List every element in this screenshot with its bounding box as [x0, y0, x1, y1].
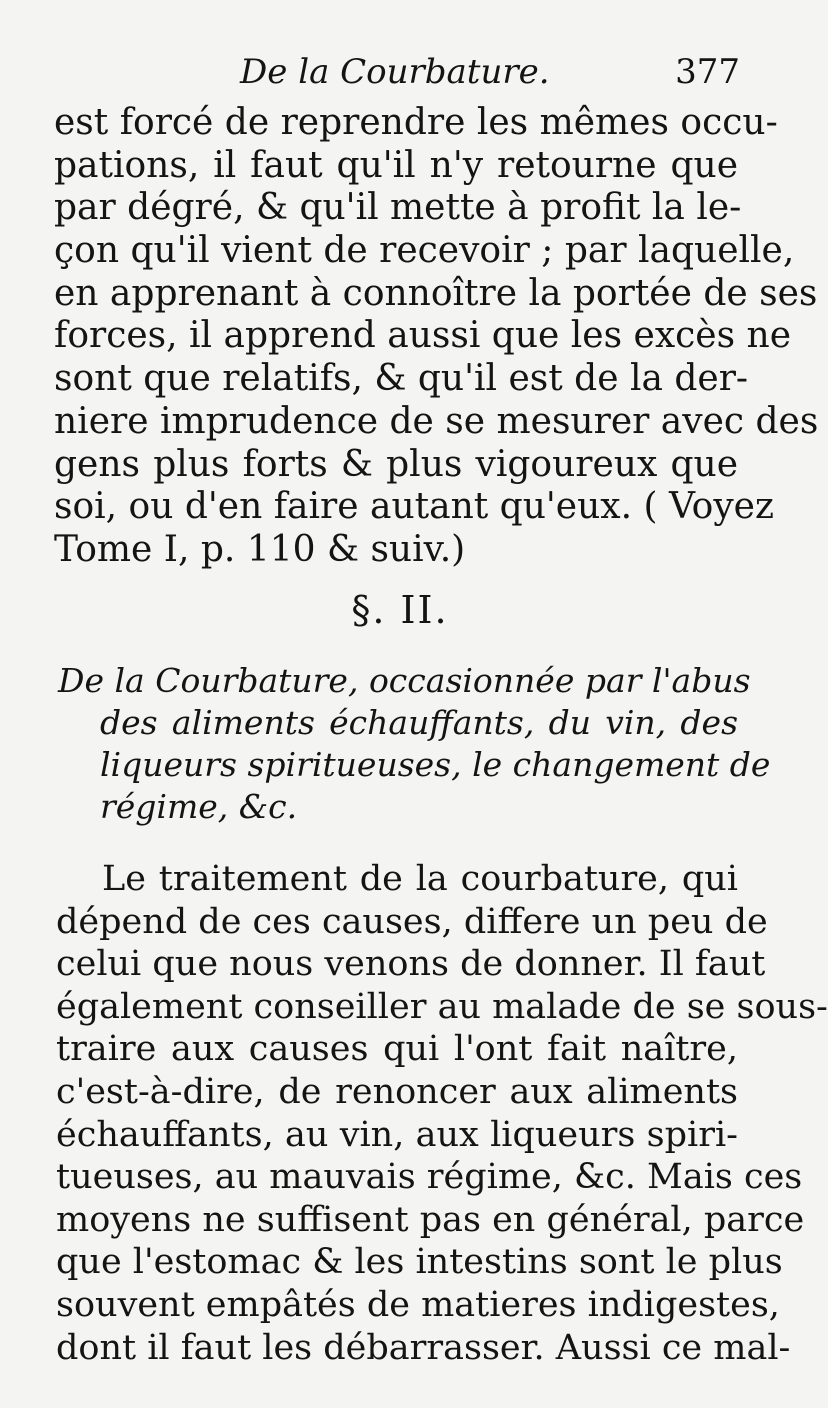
text-line: c'est-à-dire, de renoncer aux aliments [56, 1071, 738, 1112]
text-line: sont que relatifs, & qu'il est de la der- [54, 358, 749, 400]
text-line: soi, ou d'en faire autant qu'eux. ( Voyez [54, 486, 774, 528]
text-line: est forcé de reprendre les mêmes occu- [54, 102, 778, 143]
text-line: celui que nous venons de donner. Il faut [56, 944, 766, 985]
text-line: en apprenant à connoître la portée de ses [54, 272, 818, 314]
heading-line: liqueurs spiritueuses, le changement de [100, 745, 771, 784]
heading-line: des aliments échauffants, du vin, des [100, 703, 738, 742]
text-line: çon qu'il vient de recevoir ; par laquelle, [54, 230, 795, 272]
text-line: également conseiller au malade de se sous- [56, 986, 828, 1027]
section-heading [58, 660, 771, 828]
text-line: gens plus forts & plus vigoureux que [54, 443, 738, 485]
text-line: dépend de ces causes, differe un peu de [56, 901, 768, 942]
text-line: Tome I, p. 110 & suiv.) [54, 528, 466, 570]
page-number: 377 [675, 52, 740, 92]
text-line: moyens ne suffisent pas en général, parce [56, 1199, 805, 1240]
running-title: De la Courbature. [240, 52, 550, 92]
text-line: souvent empâtés de matieres indigestes, [56, 1284, 780, 1325]
text-line: traire aux causes qui l'ont fait naître, [56, 1029, 738, 1070]
heading-line: De la Courbature, occasionnée par l'abus [58, 661, 751, 700]
text-line: forces, il apprend aussi que les excès ne [54, 315, 791, 357]
body-paragraph [56, 858, 828, 1369]
text-line: que l'estomac & les intestins sont le plus [56, 1242, 783, 1283]
text-line: niere imprudence de se mesurer avec des [54, 400, 819, 442]
section-number: §. II. [351, 588, 449, 632]
text-line: Le traitement de la courbature, qui [102, 859, 738, 899]
text-line: échauffants, au vin, aux liqueurs spiri- [56, 1114, 738, 1155]
text-line: pations, il faut qu'il n'y retourne que [54, 144, 738, 186]
heading-line: régime, &c. [100, 787, 298, 826]
page-header [0, 52, 800, 102]
text-line: par dégré, & qu'il mette à profit la le- [54, 187, 742, 229]
text-line: tueuses, au mauvais régime, &c. Mais ces [56, 1157, 803, 1198]
continuation-paragraph [54, 102, 819, 572]
text-line: dont il faut les débarrasser. Aussi ce mal- [56, 1327, 791, 1368]
